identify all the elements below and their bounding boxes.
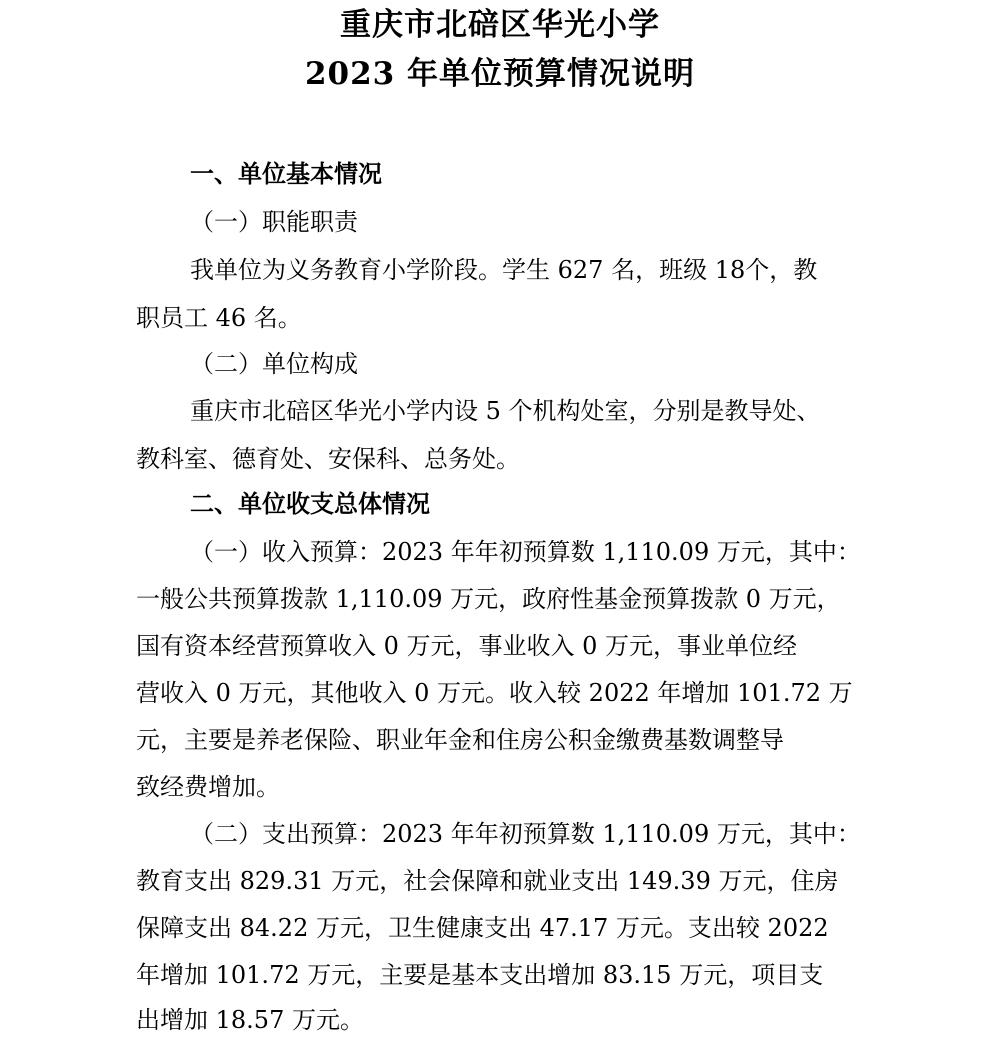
paragraph-line: 元，主要是养老保险、职业年金和住房公积金缴费基数调整导 <box>136 726 784 754</box>
paragraph-line: 重庆市北碚区华光小学内设 5 个机构处室，分别是教导处、 <box>190 397 821 425</box>
paragraph-line: 保障支出 84.22 万元，卫生健康支出 47.17 万元。支出较 2022 <box>136 914 829 942</box>
section-1-heading: 一、单位基本情况 <box>190 160 382 188</box>
paragraph-line: 年增加 101.72 万元，主要是基本支出增加 83.15 万元，项目支 <box>136 961 824 989</box>
paragraph-line: 一般公共预算拨款 1,110.09 万元，政府性基金预算拨款 0 万元， <box>136 585 841 613</box>
paragraph-line: （二）支出预算：2023 年年初预算数 1,110.09 万元，其中： <box>190 820 861 848</box>
document-title-line-1: 重庆市北碚区华光小学 <box>340 7 660 43</box>
paragraph-line: 职员工 46 名。 <box>136 304 302 332</box>
paragraph-line: （一）收入预算：2023 年年初预算数 1,110.09 万元，其中： <box>190 538 861 566</box>
paragraph-line: 国有资本经营预算收入 0 万元，事业收入 0 万元，事业单位经 <box>136 632 798 660</box>
document-title-line-2: 2023 年单位预算情况说明 <box>304 56 696 92</box>
section-2-heading: 二、单位收支总体情况 <box>190 490 430 518</box>
paragraph-line: 营收入 0 万元，其他收入 0 万元。收入较 2022 年增加 101.72 万 <box>136 679 853 707</box>
paragraph-line: 教科室、德育处、安保科、总务处。 <box>136 445 520 473</box>
paragraph-line: 我单位为义务教育小学阶段。学生 627 名，班级 18个，教 <box>190 256 818 284</box>
section-1-sub-2-heading: （二）单位构成 <box>190 350 358 378</box>
section-1-sub-1-heading: （一）职能职责 <box>190 208 358 236</box>
paragraph-line: 致经费增加。 <box>136 773 280 801</box>
paragraph-line: 教育支出 829.31 万元，社会保障和就业支出 149.39 万元，住房 <box>136 867 839 895</box>
paragraph-line: 出增加 18.57 万元。 <box>136 1006 364 1034</box>
